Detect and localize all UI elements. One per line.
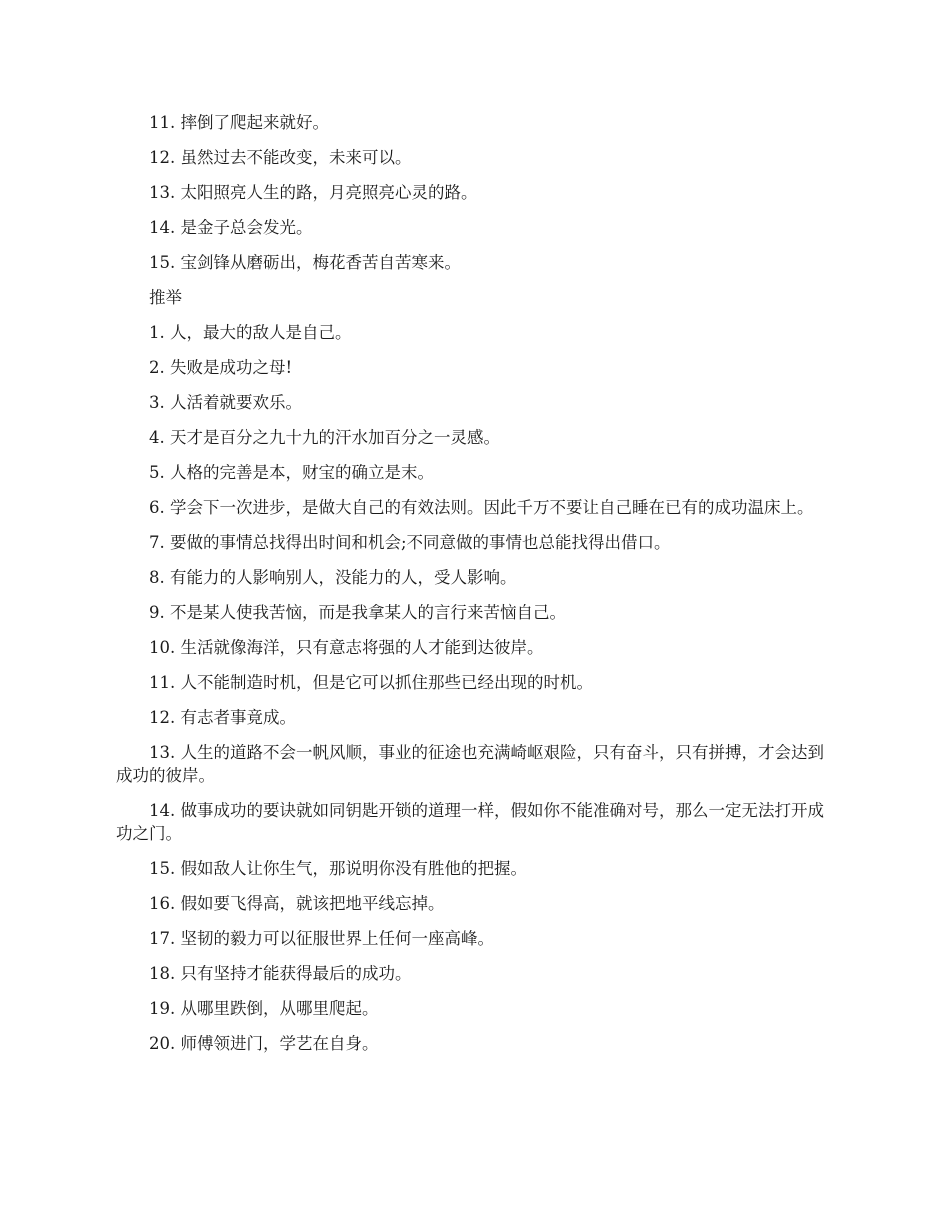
quote-line: 16. 假如要飞得高，就该把地平线忘掉。 (149, 894, 445, 913)
quote-line: 12. 有志者事竟成。 (149, 708, 296, 727)
quote-line: 2. 失败是成功之母! (149, 358, 293, 377)
quote-line: 14. 做事成功的要诀就如同钥匙开锁的道理一样，假如你不能准确对号，那么一定无法打开成功之门。 (116, 801, 824, 843)
quote-line: 7. 要做的事情总找得出时间和机会;不同意做的事情也总能找得出借口。 (149, 533, 671, 552)
quote-line: 8. 有能力的人影响别人，没能力的人，受人影响。 (149, 568, 517, 587)
quote-line: 18. 只有坚持才能获得最后的成功。 (149, 964, 412, 983)
quote-line: 14. 是金子总会发光。 (149, 218, 313, 237)
quote-line: 20. 师傅领进门，学艺在自身。 (149, 1034, 379, 1053)
quote-line: 17. 坚韧的毅力可以征服世界上任何一座高峰。 (149, 929, 494, 948)
quote-line: 15. 假如敌人让你生气，那说明你没有胜他的把握。 (149, 859, 527, 878)
quote-line: 12. 虽然过去不能改变，未来可以。 (149, 148, 412, 167)
quote-line: 15. 宝剑锋从磨砺出，梅花香苦自苦寒来。 (149, 253, 461, 272)
quote-line: 3. 人活着就要欢乐。 (149, 393, 302, 412)
quote-line: 11. 摔倒了爬起来就好。 (149, 113, 329, 132)
quote-line: 13. 人生的道路不会一帆风顺，事业的征途也充满崎岖艰险，只有奋斗，只有拼搏，才会达到成功的彼岸。 (116, 743, 824, 785)
quote-line: 19. 从哪里跌倒，从哪里爬起。 (149, 999, 379, 1018)
section-heading: 推举 (149, 288, 182, 307)
quote-line: 11. 人不能制造时机，但是它可以抓住那些已经出现的时机。 (149, 673, 593, 692)
quote-line: 9. 不是某人使我苦恼，而是我拿某人的言行来苦恼自己。 (149, 603, 566, 622)
quote-line: 6. 学会下一次进步，是做大自己的有效法则。因此千万不要让自己睡在已有的成功温床上。 (149, 498, 814, 517)
quote-line: 13. 太阳照亮人生的路，月亮照亮心灵的路。 (149, 183, 478, 202)
quote-line: 5. 人格的完善是本，财宝的确立是末。 (149, 463, 434, 482)
quote-line: 1. 人，最大的敌人是自己。 (149, 323, 352, 342)
quote-line: 10. 生活就像海洋，只有意志将强的人才能到达彼岸。 (149, 638, 544, 657)
quote-line: 4. 天才是百分之九十九的汗水加百分之一灵感。 (149, 428, 500, 447)
